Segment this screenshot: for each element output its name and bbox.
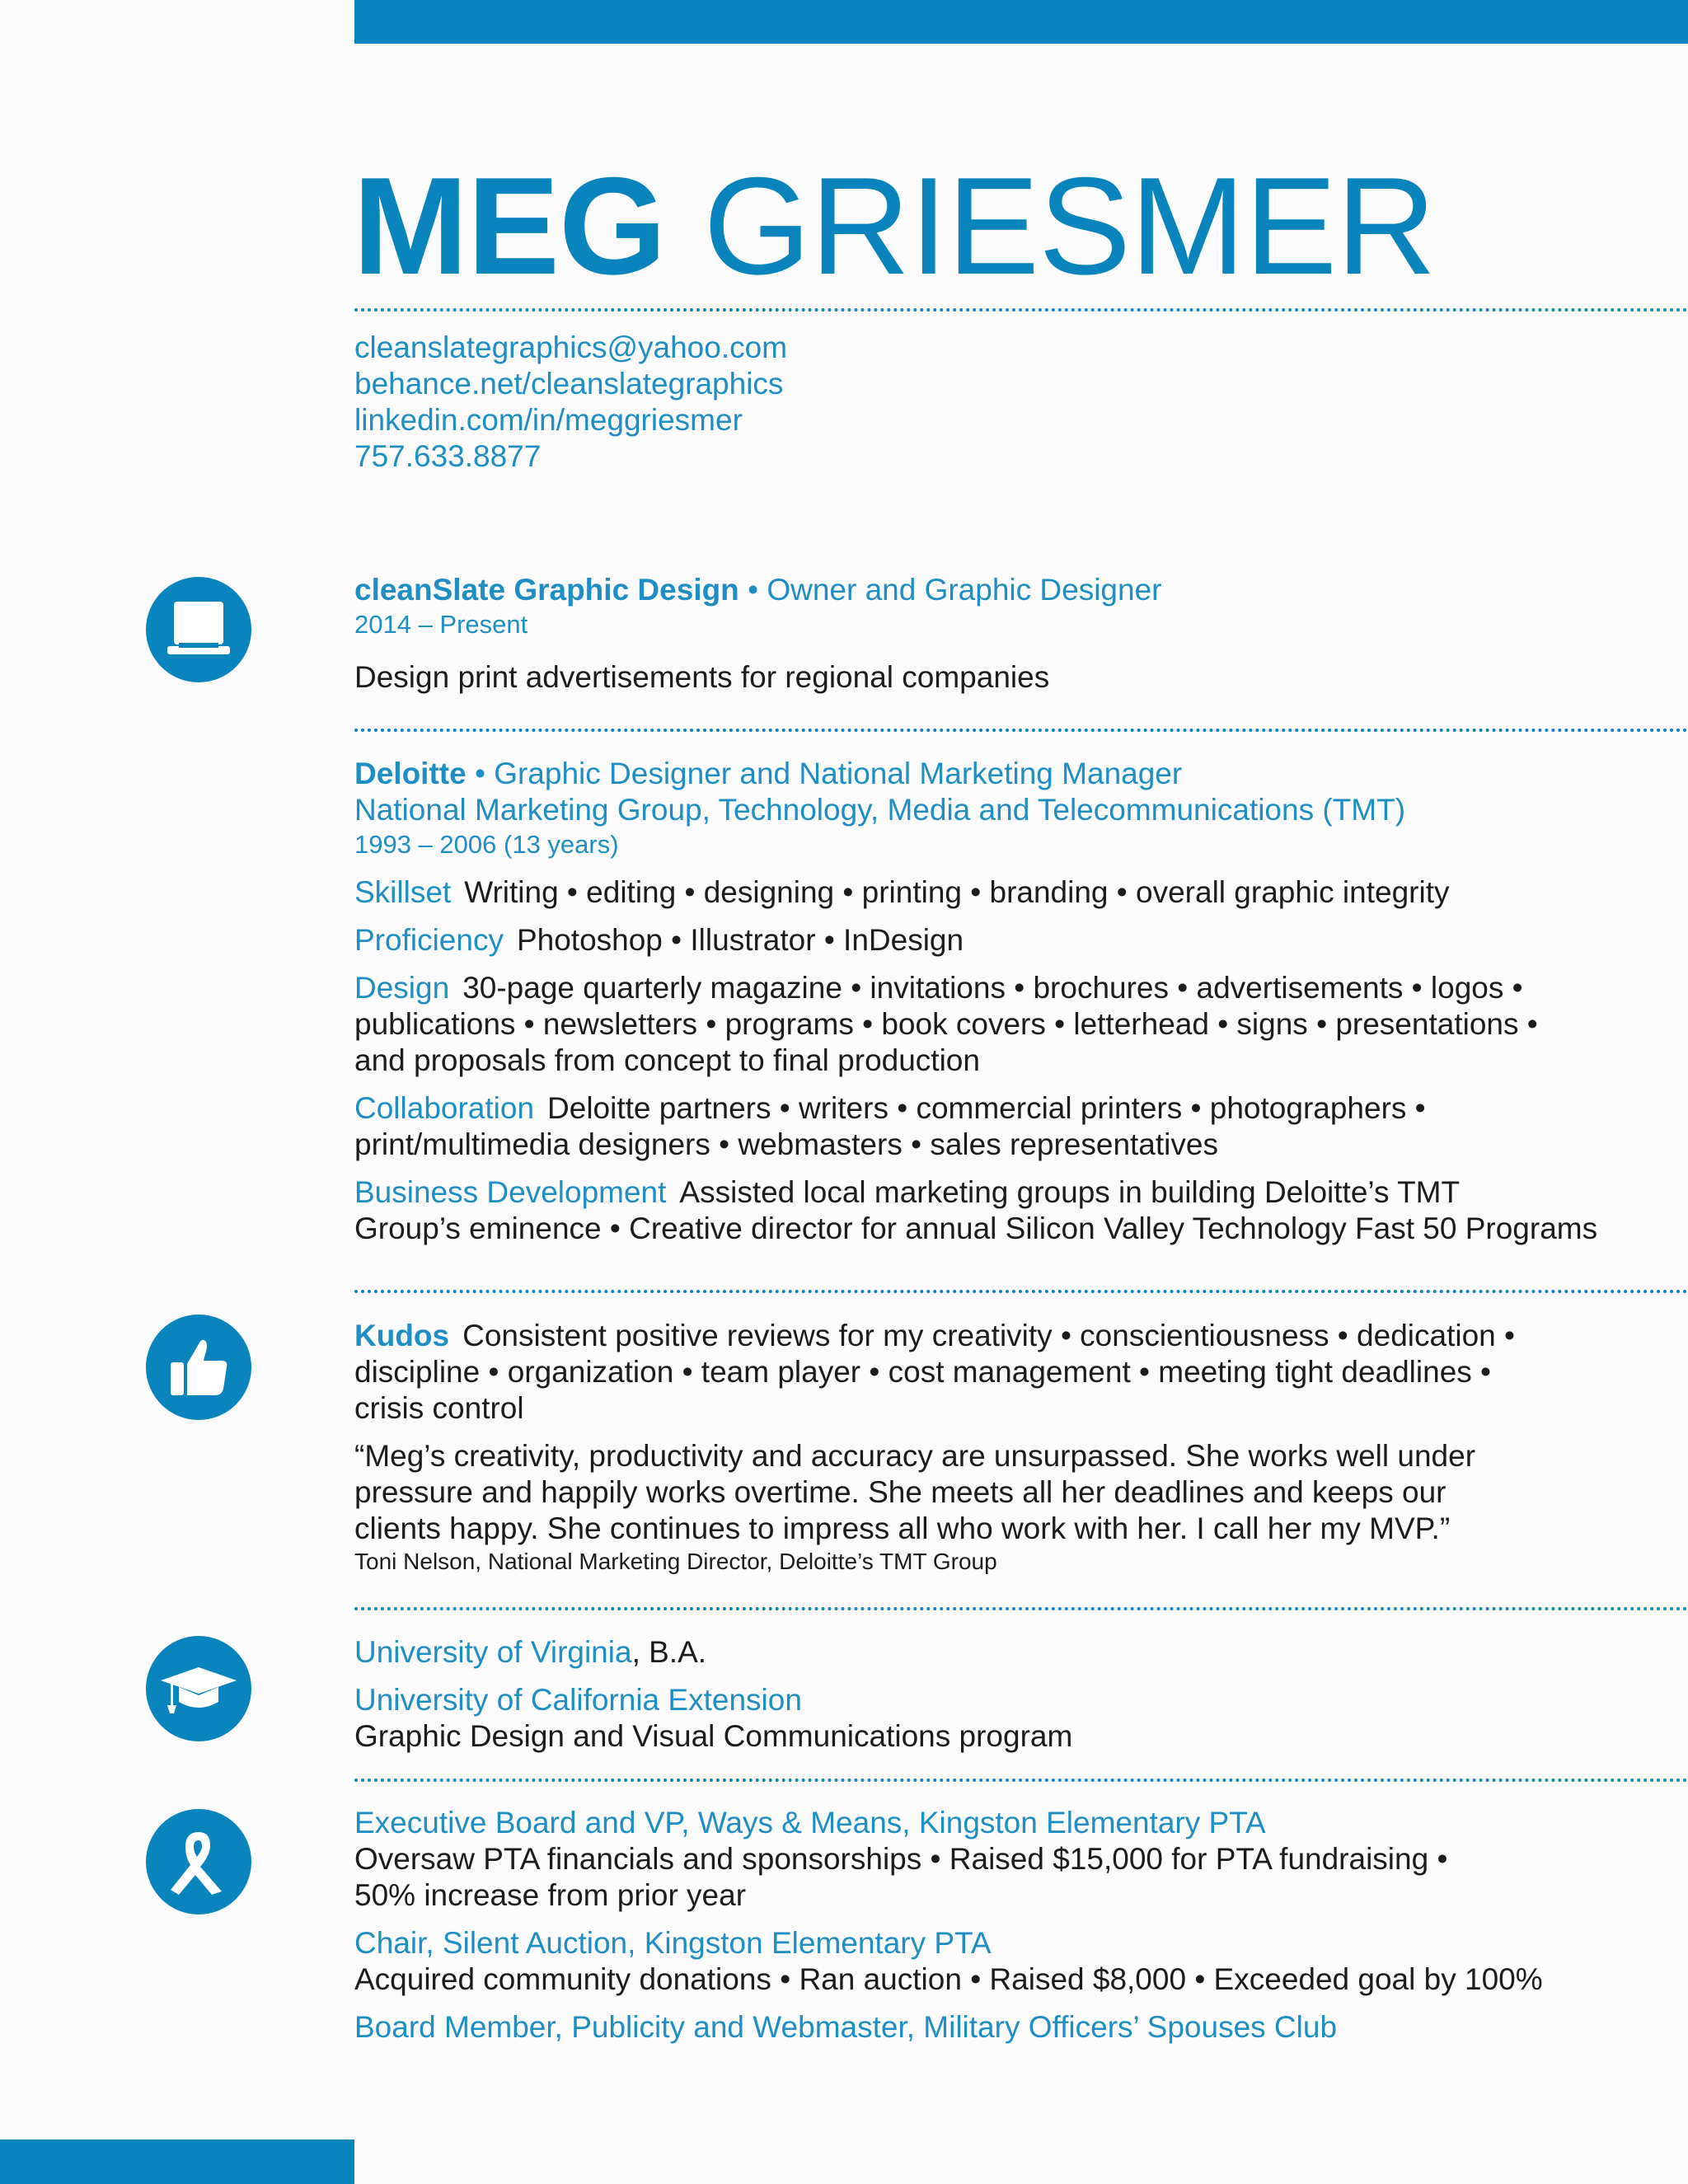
- computer-icon: [146, 577, 251, 682]
- quote-line3: clients happy. She continues to impress all who work with her. I call her my MVP.”: [354, 1511, 1451, 1545]
- job2-dates: 1993 – 2006 (13 years): [354, 830, 619, 859]
- job1-title: Owner and Graphic Designer: [767, 573, 1162, 607]
- bottom-accent-bar: [0, 2139, 354, 2184]
- bizdev-row: [354, 1174, 1550, 1211]
- design-line2: publications • newsletters • programs • book covers • letterhead • signs • presentations •: [354, 1007, 1538, 1041]
- job1-dates: 2014 – Present: [354, 610, 528, 639]
- program2: Graphic Design and Visual Communications program: [354, 1719, 1073, 1753]
- kudos-label: Kudos: [354, 1319, 450, 1352]
- skillset-label: Skillset: [354, 875, 452, 909]
- contact-linkedin[interactable]: linkedin.com/in/meggriesmer: [354, 403, 743, 437]
- first-name: MEG: [353, 148, 666, 303]
- skillset-row: [354, 874, 1550, 911]
- proficiency-label: Proficiency: [354, 923, 504, 957]
- collaboration-line1: Deloitte partners • writers • commercial printers • photographers •: [547, 1091, 1426, 1125]
- thumbs-up-icon: [146, 1315, 251, 1420]
- collaboration-row: [354, 1090, 1550, 1127]
- role2-title: Chair, Silent Auction, Kingston Elementary PTA: [354, 1926, 992, 1960]
- divider: [354, 1290, 1688, 1293]
- ribbon-icon: [146, 1809, 251, 1915]
- kudos-line1: Consistent positive reviews for my creativity • conscientiousness • dedication •: [462, 1319, 1515, 1352]
- skillset-text: Writing • editing • designing • printing • branding • overall graphic integrity: [464, 875, 1450, 909]
- design-line1: 30-page quarterly magazine • invitations • brochures • advertisements • logos •: [462, 971, 1523, 1005]
- school1: University of Virginia: [354, 1635, 632, 1669]
- divider: [354, 1779, 1688, 1782]
- proficiency-text: Photoshop • Illustrator • InDesign: [516, 923, 964, 957]
- education-section: [354, 1634, 1550, 1755]
- design-label: Design: [354, 971, 450, 1005]
- job-deloitte: Deloitte • Graphic Designer and National Marketing Manager National Marketing Group, Technology, Media and Telecommunications (TMT) 1993 – 2006 (13 years) Skillset Writing • editing • designing • printing • branding • overall graphic integrity Proficiency Photoshop • Illustrator • InDesign Design 30-page quarterly magazine • invitations • brochures • advertisements • logos • publications • newsletters • programs • book covers • letterhead • signs • presentations • and proposals from concept to final production Collaboration Deloitte partners • writers • commercial printers • photographers • print/multimedia designers • webmasters • sales representatives Business Development Assisted local marketing groups in building Deloitte’s TMT Group’s eminence • Creative director for annual Silicon Valley Technology Fast 50 Programs: [354, 757, 1598, 1245]
- school2: University of California Extension: [354, 1683, 802, 1717]
- graduation-cap-icon: [146, 1636, 251, 1741]
- design-line3: and proposals from concept to final production: [354, 1043, 980, 1077]
- proficiency-row: [354, 922, 1550, 958]
- bizdev-label: Business Development: [354, 1175, 667, 1209]
- contact-email[interactable]: cleanslategraphics@yahoo.com: [354, 330, 788, 364]
- design-row: [354, 970, 1550, 1006]
- contact-behance[interactable]: behance.net/cleanslategraphics: [354, 367, 784, 401]
- kudos-line2: discipline • organization • team player • cost management • meeting tight deadlines •: [354, 1355, 1492, 1389]
- resume-name: [353, 148, 1436, 303]
- role2-line1: Acquired community donations • Ran auction • Raised $8,000 • Exceeded goal by 100%: [354, 1962, 1543, 1996]
- contact-phone: 757.633.8877: [354, 439, 542, 473]
- divider: [354, 308, 1688, 312]
- role1-title: Executive Board and VP, Ways & Means, Kingston Elementary PTA: [354, 1806, 1266, 1840]
- divider: [354, 1607, 1688, 1610]
- job-cleanslate: cleanSlate Graphic Design • Owner and Graphic Designer 2014 – Present Design print advertisements for regional companies: [354, 572, 1550, 696]
- role3-title: Board Member, Publicity and Webmaster, Military Officers’ Spouses Club: [354, 2010, 1338, 2044]
- bizdev-line2: Group’s eminence • Creative director for annual Silicon Valley Technology Fast 50 Programs: [354, 1212, 1598, 1245]
- kudos-line3: crisis control: [354, 1391, 524, 1425]
- quote-attribution: Toni Nelson, National Marketing Director, Deloitte’s TMT Group: [354, 1549, 997, 1574]
- role1-line2: 50% increase from prior year: [354, 1878, 747, 1912]
- quote-line1: “Meg’s creativity, productivity and accuracy are unsurpassed. She works well under: [354, 1439, 1476, 1473]
- contact-block: [354, 330, 787, 475]
- last-name: GRIESMER: [703, 148, 1436, 303]
- job2-company: Deloitte: [354, 757, 467, 790]
- job2-group: National Marketing Group, Technology, Media and Telecommunications (TMT): [354, 793, 1406, 827]
- job1-description: Design print advertisements for regional companies: [354, 660, 1050, 694]
- top-accent-bar: [354, 0, 1688, 44]
- bizdev-line1: Assisted local marketing groups in building Deloitte’s TMT: [679, 1175, 1461, 1209]
- volunteer-section: [354, 1805, 1550, 2046]
- collaboration-line2: print/multimedia designers • webmasters • sales representatives: [354, 1127, 1218, 1161]
- job1-company: cleanSlate Graphic Design: [354, 573, 739, 607]
- divider: [354, 729, 1688, 732]
- collaboration-label: Collaboration: [354, 1091, 535, 1125]
- kudos-section: [354, 1318, 1550, 1577]
- role1-line1: Oversaw PTA financials and sponsorships • Raised $15,000 for PTA fundraising •: [354, 1842, 1448, 1876]
- degree1: , B.A.: [631, 1635, 707, 1669]
- quote-line2: pressure and happily works overtime. She meets all her deadlines and keeps our: [354, 1475, 1447, 1509]
- job2-title: Graphic Designer and National Marketing Manager: [494, 757, 1183, 790]
